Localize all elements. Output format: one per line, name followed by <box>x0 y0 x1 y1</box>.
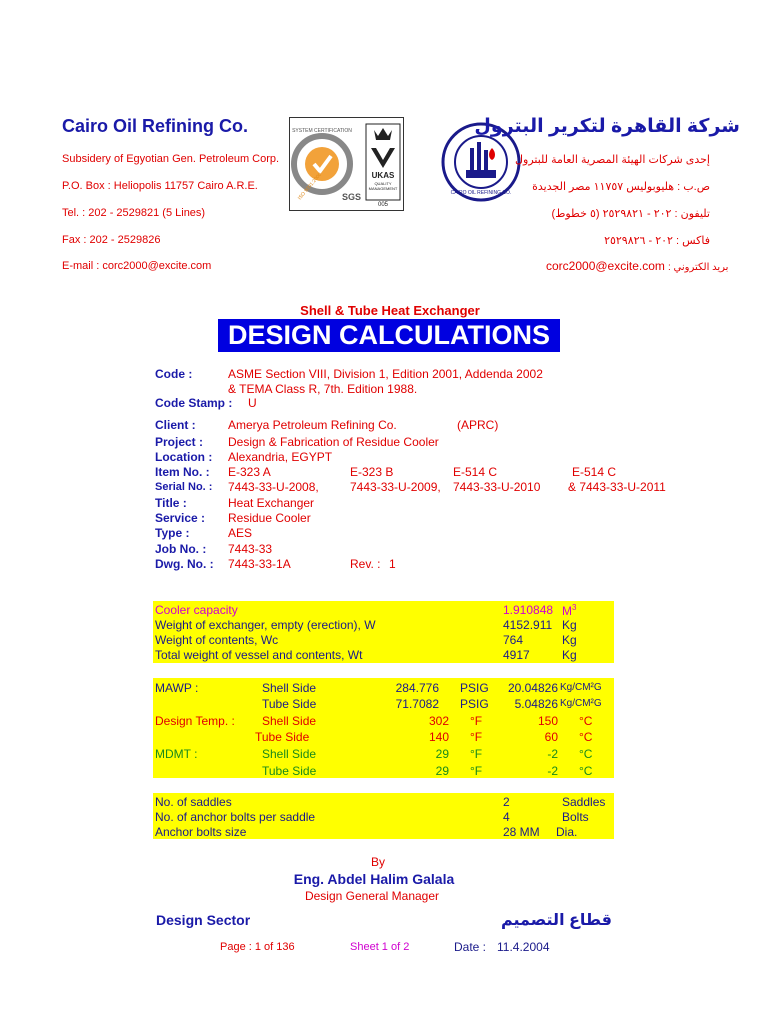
telephone-en: Tel. : 202 - 2529821 (5 Lines) <box>62 207 206 219</box>
anchor-size-value: 28 MM <box>503 825 540 839</box>
type-value: AES <box>228 526 253 540</box>
revision-label: Rev. : <box>350 557 381 571</box>
serial-3: 7443-33-U-2010 <box>453 480 541 494</box>
mawp-shell-side: Shell Side <box>262 681 317 695</box>
item-4: E-514 C <box>572 465 617 479</box>
design-sector-en: Design Sector <box>156 912 251 928</box>
fax-ar: فاكس : ٢٠٢ - ٢٥٢٩٨٢٦ <box>604 235 710 247</box>
ukas-sub2-text: MANAGEMENT <box>368 186 398 191</box>
item-label: Item No. : <box>155 465 210 479</box>
serial-4: & 7443-33-U-2011 <box>568 480 666 494</box>
anchor-bolts-label: No. of anchor bolts per saddle <box>155 810 316 824</box>
mawp-tube-psig-unit: PSIG <box>460 697 489 711</box>
item-1: E-323 A <box>228 465 271 479</box>
project-value: Design & Fabrication of Residue Cooler <box>228 435 439 449</box>
anchor-size-unit: Dia. <box>556 825 578 839</box>
drawing-label: Dwg. No. : <box>155 557 214 571</box>
page-number: Page : 1 of 136 <box>220 941 295 953</box>
anchor-bolts-unit: Bolts <box>562 810 589 824</box>
drawing-value: 7443-33-1A <box>228 557 291 571</box>
code-line1: ASME Section VIII, Division 1, Edition 2001, Addenda 2002 <box>228 367 543 381</box>
mdmt-shell-f-unit: °F <box>470 747 483 761</box>
location-value: Alexandria, EGYPT <box>228 450 333 464</box>
type-label: Type : <box>155 526 190 540</box>
by-label: By <box>370 855 385 869</box>
engineer-position: Design General Manager <box>304 889 440 903</box>
saddles-count-label: No. of saddles <box>155 795 232 809</box>
mawp-label: MAWP : <box>155 681 199 695</box>
document-title: DESIGN CALCULATIONS <box>218 319 560 352</box>
company-name-en: Cairo Oil Refining Co. <box>62 116 249 136</box>
client-abbreviation: (APRC) <box>457 418 499 432</box>
item-3: E-514 C <box>453 465 498 479</box>
sheet-number: Sheet 1 of 2 <box>350 941 410 953</box>
service-label: Service : <box>155 511 206 525</box>
subsidiary-en: Subsidery of Egyotian Gen. Petroleum Corp. <box>62 153 280 165</box>
mawp-tube-side: Tube Side <box>262 697 317 711</box>
project-label: Project : <box>155 435 204 449</box>
telephone-ar: تليفون : ٢٠٢ - ٢٥٢٩٨٢١ (٥ خطوط) <box>551 208 710 220</box>
saddles-count-value: 2 <box>503 795 510 809</box>
temp-tube-c: 60 <box>544 730 558 744</box>
mdmt-shell-c: -2 <box>547 747 558 761</box>
job-value: 7443-33 <box>228 542 273 556</box>
title-value: Heat Exchanger <box>228 496 315 510</box>
revision-value: 1 <box>389 557 396 571</box>
cooler-capacity-unit-exponent: 3 <box>572 603 577 612</box>
temp-tube-f-unit: °F <box>470 730 483 744</box>
temp-shell-f: 302 <box>428 714 449 728</box>
job-label: Job No. : <box>155 542 207 556</box>
date-label: Date : <box>454 940 487 954</box>
total-weight-label: Total weight of vessel and contents, Wt <box>155 648 363 662</box>
email-ar-label: بريد الكتروني : <box>667 262 729 273</box>
temp-tube-f: 140 <box>428 730 449 744</box>
total-weight-value: 4917 <box>503 648 530 662</box>
client-value: Amerya Petroleum Refining Co. <box>228 418 397 432</box>
mawp-shell-kg-unit: Kg/CM²G <box>560 682 602 693</box>
ukas-text: UKAS <box>371 171 395 180</box>
mawp-shell-kg: 20.04826 <box>507 681 558 695</box>
contents-weight-value: 764 <box>503 633 524 647</box>
design-temp-label: Design Temp. : <box>155 714 235 728</box>
cooler-capacity-value: 1.910848 <box>503 603 554 617</box>
serial-2: 7443-33-U-2009, <box>350 480 441 494</box>
anchor-size-label: Anchor bolts size <box>155 825 247 839</box>
temp-tube-c-unit: °C <box>579 730 593 744</box>
code-label: Code : <box>155 367 193 381</box>
mdmt-tube-side: Tube Side <box>262 764 317 778</box>
empty-weight-label: Weight of exchanger, empty (erection), W <box>155 618 376 632</box>
date-value: 11.4.2004 <box>497 940 550 954</box>
cooler-capacity-unit <box>562 603 576 618</box>
empty-weight-unit: Kg <box>562 618 577 632</box>
po-box-en: P.O. Box : Heliopolis 11757 Cairo A.R.E. <box>62 180 258 192</box>
contents-weight-unit: Kg <box>562 633 577 647</box>
temp-shell-c: 150 <box>537 714 558 728</box>
subsidiary-ar: إحدى شركات الهيئة المصرية العامة للبترول <box>515 154 710 166</box>
cooler-capacity-unit-base: M <box>562 604 572 618</box>
mawp-shell-psig-unit: PSIG <box>460 681 489 695</box>
saddles-count-unit: Saddles <box>562 795 606 809</box>
mawp-tube-kg-unit: Kg/CM²G <box>560 698 602 709</box>
seal-bottom-text: CAIRO OIL REFINING CO. <box>450 190 512 196</box>
mawp-shell-psig: 284.776 <box>395 681 439 695</box>
sgs-text: SGS <box>342 192 362 202</box>
serial-1: 7443-33-U-2008, <box>228 480 319 494</box>
item-2: E-323 B <box>350 465 394 479</box>
mdmt-tube-f: 29 <box>435 764 449 778</box>
sgs-ring-text: SYSTEM CERTIFICATION <box>292 128 352 134</box>
empty-weight-value: 4152.911 <box>503 618 553 632</box>
code-stamp-label: Code Stamp : <box>155 396 233 410</box>
mdmt-tube-f-unit: °F <box>470 764 483 778</box>
mawp-tube-psig: 71.7082 <box>395 697 439 711</box>
contents-weight-label: Weight of contents, Wc <box>155 633 279 647</box>
serial-label: Serial No. : <box>155 481 213 493</box>
anchor-bolts-value: 4 <box>503 810 510 824</box>
mawp-tube-kg: 5.04826 <box>514 697 558 711</box>
fax-en: Fax : 202 - 2529826 <box>62 234 161 246</box>
certification-logos <box>289 117 404 211</box>
document-subtitle: Shell & Tube Heat Exchanger <box>300 303 480 318</box>
engineer-name: Eng. Abdel Halim Galala <box>293 871 455 887</box>
temp-tube-side: Tube Side <box>255 730 310 744</box>
client-label: Client : <box>155 418 196 432</box>
title-label: Title : <box>155 496 187 510</box>
mdmt-tube-c-unit: °C <box>579 764 593 778</box>
temp-shell-c-unit: °C <box>579 714 593 728</box>
total-weight-unit: Kg <box>562 648 577 662</box>
mdmt-label: MDMT : <box>155 747 198 761</box>
temp-shell-f-unit: °F <box>470 714 483 728</box>
temp-shell-side: Shell Side <box>262 714 317 728</box>
email-ar-value: corc2000@excite.com <box>546 259 665 273</box>
company-name-ar: شركة القاهرة لتكرير البترول <box>474 116 740 137</box>
sgs-ukas-logos-icon <box>290 118 403 210</box>
service-value: Residue Cooler <box>228 511 311 525</box>
design-sector-ar: قطاع التصميم <box>500 912 612 929</box>
mdmt-tube-c: -2 <box>547 764 558 778</box>
cooler-capacity-label: Cooler capacity <box>155 603 238 617</box>
ukas-sub1-text: QUALITY <box>374 181 392 186</box>
sgs-iso-text: ISO 9001:2000 <box>296 171 324 202</box>
mdmt-shell-f: 29 <box>435 747 449 761</box>
code-line2: & TEMA Class R, 7th. Edition 1988. <box>228 382 418 396</box>
location-label: Location : <box>155 450 213 464</box>
code-stamp-value: U <box>248 396 257 410</box>
po-box-ar: ص.ب : هليوبوليس ١١٧٥٧ مصر الجديدة <box>532 181 710 193</box>
email-ar <box>546 259 728 273</box>
mdmt-shell-side: Shell Side <box>262 747 317 761</box>
ukas-number-text: 005 <box>377 202 389 208</box>
mdmt-shell-c-unit: °C <box>579 747 593 761</box>
email-en: E-mail : corc2000@excite.com <box>62 260 212 272</box>
